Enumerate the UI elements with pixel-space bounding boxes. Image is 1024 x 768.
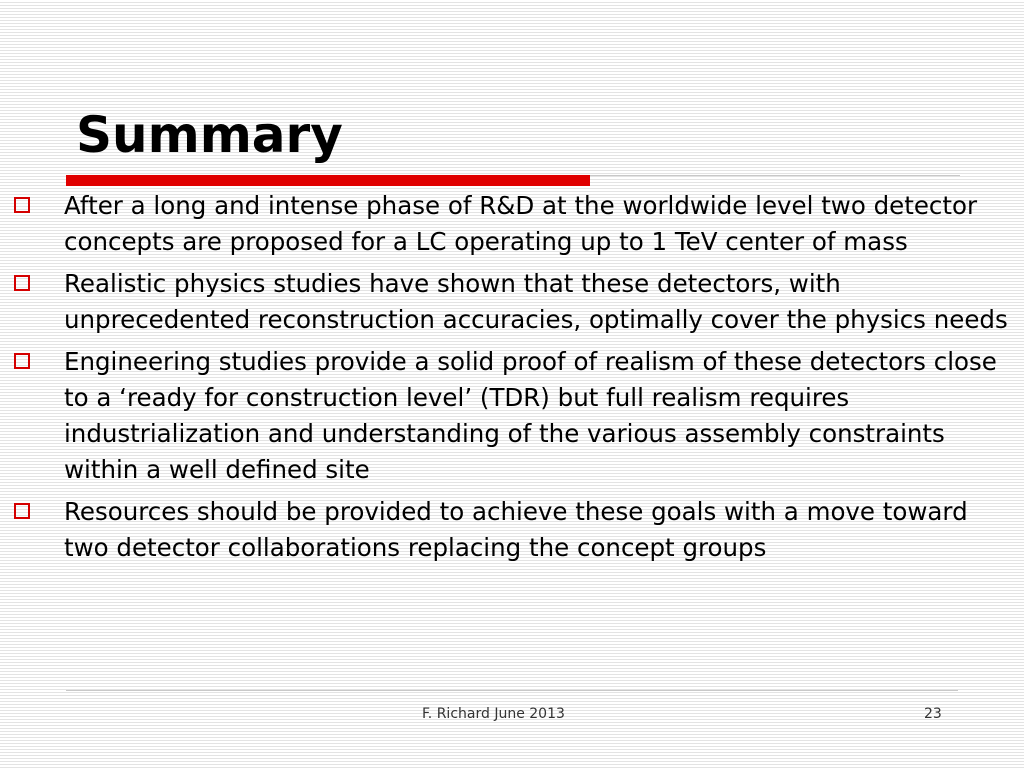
bullet-text: Resources should be provided to achieve these goals with a move toward two detector collaborations replacing the concept groups <box>64 497 968 562</box>
bullet-item <box>14 188 1019 260</box>
bullet-list <box>14 188 1019 572</box>
bullet-text: Engineering studies provide a solid proof of realism of these detectors close to a ‘ready for construction level’ (TDR) but full realism requires industrialization and understanding of the various assembly constraints within a well defined site <box>64 347 997 484</box>
page-number: 23 <box>924 706 942 722</box>
footer-divider <box>66 690 958 691</box>
slide-title: Summary <box>76 106 343 164</box>
bullet-item <box>14 494 1019 566</box>
footer-author-date: F. Richard June 2013 <box>422 706 565 722</box>
hollow-square-bullet-icon <box>14 503 30 519</box>
hollow-square-bullet-icon <box>14 353 30 369</box>
bullet-text: Realistic physics studies have shown that these detectors, with unprecedented reconstruction accuracies, optimally cover the physics needs <box>64 269 1008 334</box>
hollow-square-bullet-icon <box>14 197 30 213</box>
hollow-square-bullet-icon <box>14 275 30 291</box>
bullet-item <box>14 344 1019 488</box>
bullet-text: After a long and intense phase of R&D at the worldwide level two detector concepts are proposed for a LC operating up to 1 TeV center of mass <box>64 191 978 256</box>
title-underline-accent <box>66 175 590 186</box>
title-underline-rule <box>590 175 960 176</box>
bullet-item <box>14 266 1019 338</box>
